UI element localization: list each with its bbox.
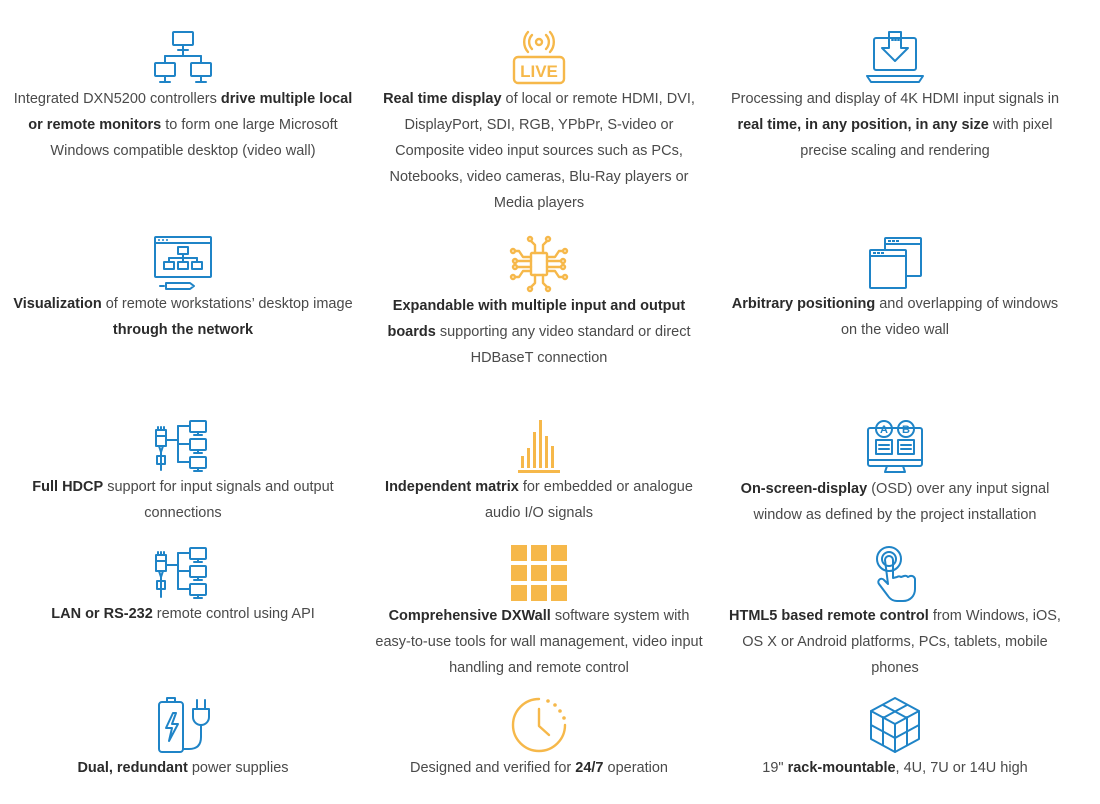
feature-text-bold: real time, in any position, in any size	[737, 117, 989, 133]
clock-icon	[508, 695, 570, 755]
network-monitors-icon	[153, 30, 213, 86]
feature-text	[369, 86, 709, 216]
feature-text-bold: through the network	[112, 322, 254, 338]
lan-cable-icon	[153, 545, 213, 601]
feature-text	[369, 474, 709, 526]
feature-text-bold: Real time display	[383, 91, 502, 107]
feature-text-segment: with pixel precise scaling and rendering	[800, 117, 1053, 159]
battery-plug-icon	[153, 695, 213, 755]
feature-4k-processing	[725, 30, 1065, 164]
feature-power-supplies	[13, 695, 353, 781]
feature-text-segment: remote control using API	[152, 606, 315, 622]
feature-text-bold: Independent matrix	[385, 479, 519, 495]
feature-text	[13, 474, 353, 526]
feature-text	[13, 755, 353, 781]
feature-rack-mountable	[725, 695, 1065, 781]
feature-text-segment: from Windows, iOS, OS X or Android platforms, PCs, tablets, mobile phones	[742, 608, 1061, 676]
feature-24-7	[369, 695, 709, 781]
feature-text-bold: rack-mountable	[787, 760, 896, 776]
feature-text-segment: of local or remote HDMI, DVI, DisplayPort, SDI, RGB, YPbPr, S-video or Composite video input sources such as PCs, Notebooks, video cameras, Blu-Ray players or Media players	[389, 91, 695, 211]
feature-real-time-display	[369, 30, 709, 216]
feature-text-segment: of remote workstations’ desktop image	[101, 296, 353, 312]
feature-text-segment: operation	[603, 760, 668, 776]
osd-label-a: A	[880, 424, 888, 436]
feature-text-bold: Full HDCP	[32, 479, 104, 495]
feature-text-bold: On-screen-display	[740, 481, 868, 497]
feature-text	[369, 603, 709, 681]
feature-text-bold: LAN or RS-232	[51, 606, 153, 622]
feature-text-segment: power supplies	[187, 760, 289, 776]
feature-text	[725, 291, 1065, 343]
feature-text	[725, 86, 1065, 164]
remote-desktop-icon	[152, 235, 214, 291]
feature-text	[13, 291, 353, 343]
feature-text-bold: HTML5 based remote control	[729, 608, 929, 624]
feature-text-bold: drive multiple local or remote monitors	[28, 91, 353, 133]
feature-text-bold: Dual, redundant	[77, 760, 188, 776]
feature-text-segment: Designed and verified for	[410, 760, 576, 776]
osd-label-b: B	[902, 424, 910, 436]
feature-text-bold: Comprehensive DXWall	[388, 608, 551, 624]
feature-text-segment: to form one large Microsoft Windows compatible desktop (video wall)	[50, 117, 338, 159]
feature-text	[369, 755, 709, 781]
feature-text-bold: Expandable with multiple input and output boards	[387, 298, 686, 340]
feature-text-segment: support for input signals and output connections	[103, 479, 334, 521]
circuit-board-icon	[509, 235, 569, 293]
feature-text	[13, 601, 353, 627]
feature-text-segment: (OSD) over any input signal window as defined by the project installation	[753, 481, 1050, 523]
laptop-download-icon	[865, 30, 925, 86]
feature-html5-remote	[725, 545, 1065, 681]
feature-text-segment: for embedded or analogue audio I/O signals	[484, 479, 693, 521]
live-broadcast-icon	[509, 30, 569, 86]
feature-text	[725, 476, 1065, 528]
feature-hdcp	[13, 418, 353, 526]
feature-osd	[725, 418, 1065, 528]
live-label: LIVE	[520, 62, 558, 81]
feature-text	[725, 603, 1065, 681]
feature-visualization	[13, 235, 353, 343]
feature-text-segment: , 4U, 7U or 14U high	[895, 760, 1028, 776]
feature-text-segment: and overlapping of windows on the video wall	[840, 296, 1059, 338]
feature-audio-matrix	[369, 418, 709, 526]
feature-text-segment: Processing and display of 4K HDMI input signals in	[730, 91, 1060, 107]
audio-bars-icon	[509, 418, 569, 474]
touch-hand-icon	[865, 545, 925, 603]
feature-text-bold: Arbitrary positioning	[731, 296, 876, 312]
feature-text	[369, 293, 709, 371]
feature-text-segment: Integrated DXN5200 controllers	[13, 91, 221, 107]
feature-arbitrary-positioning	[725, 235, 1065, 343]
feature-text	[13, 86, 353, 164]
feature-text-bold: 24/7	[575, 760, 604, 776]
feature-text-segment: supporting any video standard or direct HDBaseT connection	[435, 324, 691, 366]
feature-text-segment: 19"	[762, 760, 788, 776]
feature-expandable-boards	[369, 235, 709, 371]
feature-text	[725, 755, 1065, 781]
feature-text-segment: software system with easy-to-use tools for wall management, video input handling and remote control	[375, 608, 703, 676]
feature-text-bold: Visualization	[13, 296, 102, 312]
feature-dxwall	[369, 545, 709, 681]
rack-cubes-icon	[865, 695, 925, 755]
feature-multi-monitor	[13, 30, 353, 164]
feature-lan-rs232	[13, 545, 353, 627]
overlapping-windows-icon	[865, 235, 925, 291]
osd-monitor-icon	[865, 418, 925, 476]
grid-tiles-icon	[509, 545, 569, 603]
hdcp-connections-icon	[153, 418, 213, 474]
